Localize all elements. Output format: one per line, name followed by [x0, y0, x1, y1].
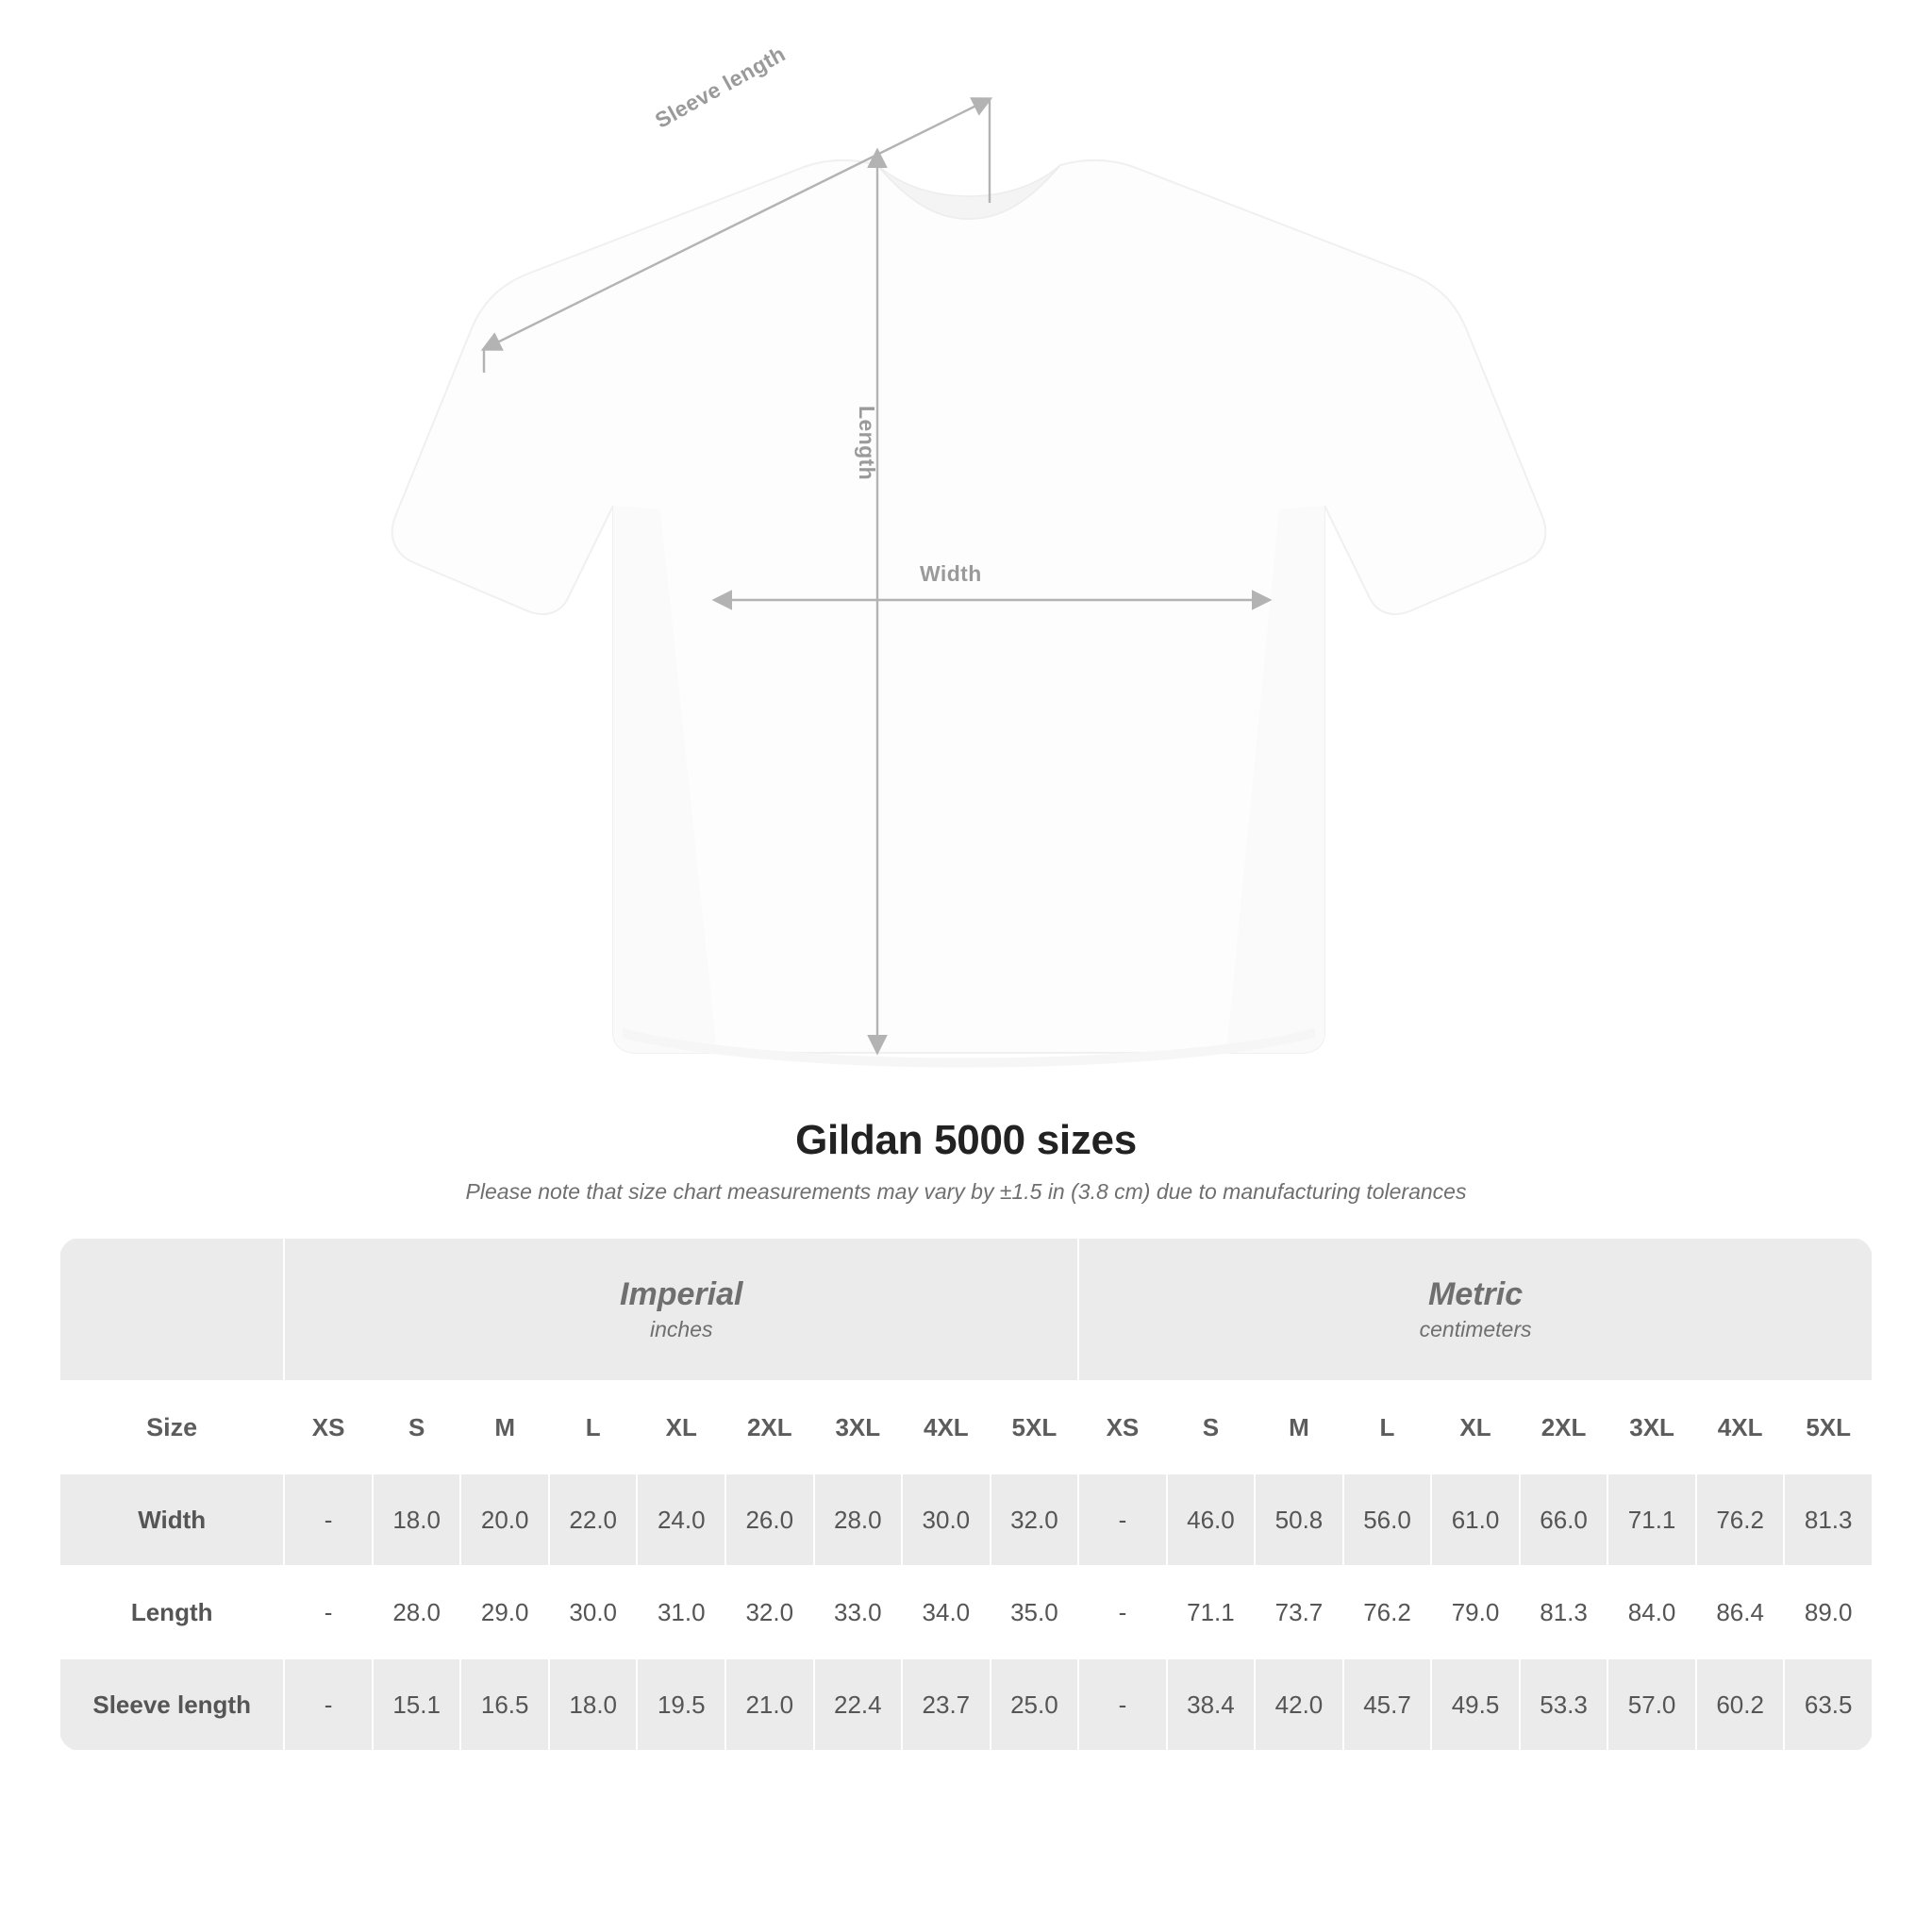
table-row	[59, 1474, 1873, 1566]
size-table-wrapper	[0, 1237, 1932, 1752]
cell-width-metric-5xl: 81.3	[1784, 1474, 1873, 1566]
unit-header-row	[59, 1238, 1873, 1381]
cell-width-imperial-xl: 24.0	[637, 1474, 725, 1566]
cell-length-metric-4xl: 86.4	[1696, 1566, 1785, 1658]
cell-sleeve-metric-4xl: 60.2	[1696, 1658, 1785, 1751]
size-header-metric-s: S	[1167, 1381, 1256, 1474]
cell-sleeve-metric-s: 38.4	[1167, 1658, 1256, 1751]
cell-length-imperial-xl: 31.0	[637, 1566, 725, 1658]
unit-header-metric	[1078, 1238, 1873, 1381]
cell-length-metric-m: 73.7	[1255, 1566, 1343, 1658]
cell-length-metric-2xl: 81.3	[1520, 1566, 1608, 1658]
cell-width-imperial-3xl: 28.0	[814, 1474, 903, 1566]
size-header-metric-4xl: 4XL	[1696, 1381, 1785, 1474]
unit-name-metric: Metric	[1428, 1275, 1524, 1312]
size-header-metric-5xl: 5XL	[1784, 1381, 1873, 1474]
cell-sleeve-metric-5xl: 63.5	[1784, 1658, 1873, 1751]
cell-length-metric-xl: 79.0	[1431, 1566, 1520, 1658]
cell-length-imperial-4xl: 34.0	[902, 1566, 991, 1658]
size-table	[58, 1237, 1874, 1752]
size-header-metric-3xl: 3XL	[1607, 1381, 1696, 1474]
tshirt-shape	[392, 160, 1546, 1068]
unit-header-corner	[59, 1238, 284, 1381]
cell-width-metric-3xl: 71.1	[1607, 1474, 1696, 1566]
cell-length-metric-5xl: 89.0	[1784, 1566, 1873, 1658]
width-annotation: Width	[920, 561, 982, 586]
row-label-sleeve-length: Sleeve length	[59, 1658, 284, 1751]
cell-sleeve-imperial-3xl: 22.4	[814, 1658, 903, 1751]
unit-sub-imperial: inches	[650, 1317, 713, 1342]
cell-sleeve-imperial-xl: 19.5	[637, 1658, 725, 1751]
cell-length-metric-3xl: 84.0	[1607, 1566, 1696, 1658]
cell-length-imperial-xs: -	[284, 1566, 373, 1658]
cell-sleeve-imperial-l: 18.0	[549, 1658, 638, 1751]
cell-width-metric-4xl: 76.2	[1696, 1474, 1785, 1566]
cell-sleeve-metric-xl: 49.5	[1431, 1658, 1520, 1751]
cell-length-metric-l: 76.2	[1343, 1566, 1432, 1658]
table-row	[59, 1658, 1873, 1751]
unit-sub-metric: centimeters	[1419, 1317, 1532, 1342]
cell-length-metric-xs: -	[1078, 1566, 1167, 1658]
sleeve-length-annotation: Sleeve length	[651, 41, 790, 133]
cell-length-imperial-2xl: 32.0	[725, 1566, 814, 1658]
cell-sleeve-imperial-4xl: 23.7	[902, 1658, 991, 1751]
row-label-width: Width	[59, 1474, 284, 1566]
size-header-imperial-xl: XL	[637, 1381, 725, 1474]
cell-width-metric-m: 50.8	[1255, 1474, 1343, 1566]
size-header-imperial-xs: XS	[284, 1381, 373, 1474]
cell-length-imperial-s: 28.0	[373, 1566, 461, 1658]
cell-width-metric-xs: -	[1078, 1474, 1167, 1566]
size-header-metric-xs: XS	[1078, 1381, 1167, 1474]
cell-sleeve-metric-m: 42.0	[1255, 1658, 1343, 1751]
tolerance-note: Please note that size chart measurements may vary by ±1.5 in (3.8 cm) due to manufacturing tolerances	[465, 1179, 1467, 1204]
size-header-metric-xl: XL	[1431, 1381, 1520, 1474]
cell-sleeve-imperial-xs: -	[284, 1658, 373, 1751]
unit-header-imperial	[284, 1238, 1078, 1381]
size-header-imperial-5xl: 5XL	[991, 1381, 1079, 1474]
cell-sleeve-imperial-m: 16.5	[460, 1658, 549, 1751]
size-header-row	[59, 1381, 1873, 1474]
cell-width-imperial-m: 20.0	[460, 1474, 549, 1566]
length-annotation: Length	[855, 406, 879, 481]
cell-width-imperial-5xl: 32.0	[991, 1474, 1079, 1566]
size-header-imperial-4xl: 4XL	[902, 1381, 991, 1474]
table-row	[59, 1566, 1873, 1658]
cell-sleeve-metric-l: 45.7	[1343, 1658, 1432, 1751]
size-header-imperial-s: S	[373, 1381, 461, 1474]
cell-sleeve-metric-3xl: 57.0	[1607, 1658, 1696, 1751]
cell-width-imperial-xs: -	[284, 1474, 373, 1566]
unit-name-imperial: Imperial	[620, 1275, 743, 1312]
cell-sleeve-metric-2xl: 53.3	[1520, 1658, 1608, 1751]
cell-width-imperial-l: 22.0	[549, 1474, 638, 1566]
size-header-metric-l: L	[1343, 1381, 1432, 1474]
size-header-imperial-l: L	[549, 1381, 638, 1474]
cell-length-imperial-m: 29.0	[460, 1566, 549, 1658]
title-block	[0, 1117, 1932, 1205]
cell-sleeve-imperial-2xl: 21.0	[725, 1658, 814, 1751]
size-header-imperial-2xl: 2XL	[725, 1381, 814, 1474]
row-label-length: Length	[59, 1566, 284, 1658]
cell-width-metric-2xl: 66.0	[1520, 1474, 1608, 1566]
size-header-imperial-m: M	[460, 1381, 549, 1474]
cell-width-metric-xl: 61.0	[1431, 1474, 1520, 1566]
cell-width-metric-l: 56.0	[1343, 1474, 1432, 1566]
cell-width-imperial-2xl: 26.0	[725, 1474, 814, 1566]
size-header-metric-m: M	[1255, 1381, 1343, 1474]
size-header-metric-2xl: 2XL	[1520, 1381, 1608, 1474]
cell-width-metric-s: 46.0	[1167, 1474, 1256, 1566]
cell-length-imperial-3xl: 33.0	[814, 1566, 903, 1658]
cell-sleeve-metric-xs: -	[1078, 1658, 1167, 1751]
page-title: Gildan 5000 sizes	[795, 1117, 1137, 1163]
cell-sleeve-imperial-s: 15.1	[373, 1658, 461, 1751]
cell-length-imperial-l: 30.0	[549, 1566, 638, 1658]
cell-length-imperial-5xl: 35.0	[991, 1566, 1079, 1658]
cell-width-imperial-4xl: 30.0	[902, 1474, 991, 1566]
size-header-label: Size	[59, 1381, 284, 1474]
cell-length-metric-s: 71.1	[1167, 1566, 1256, 1658]
cell-sleeve-imperial-5xl: 25.0	[991, 1658, 1079, 1751]
cell-width-imperial-s: 18.0	[373, 1474, 461, 1566]
size-header-imperial-3xl: 3XL	[814, 1381, 903, 1474]
